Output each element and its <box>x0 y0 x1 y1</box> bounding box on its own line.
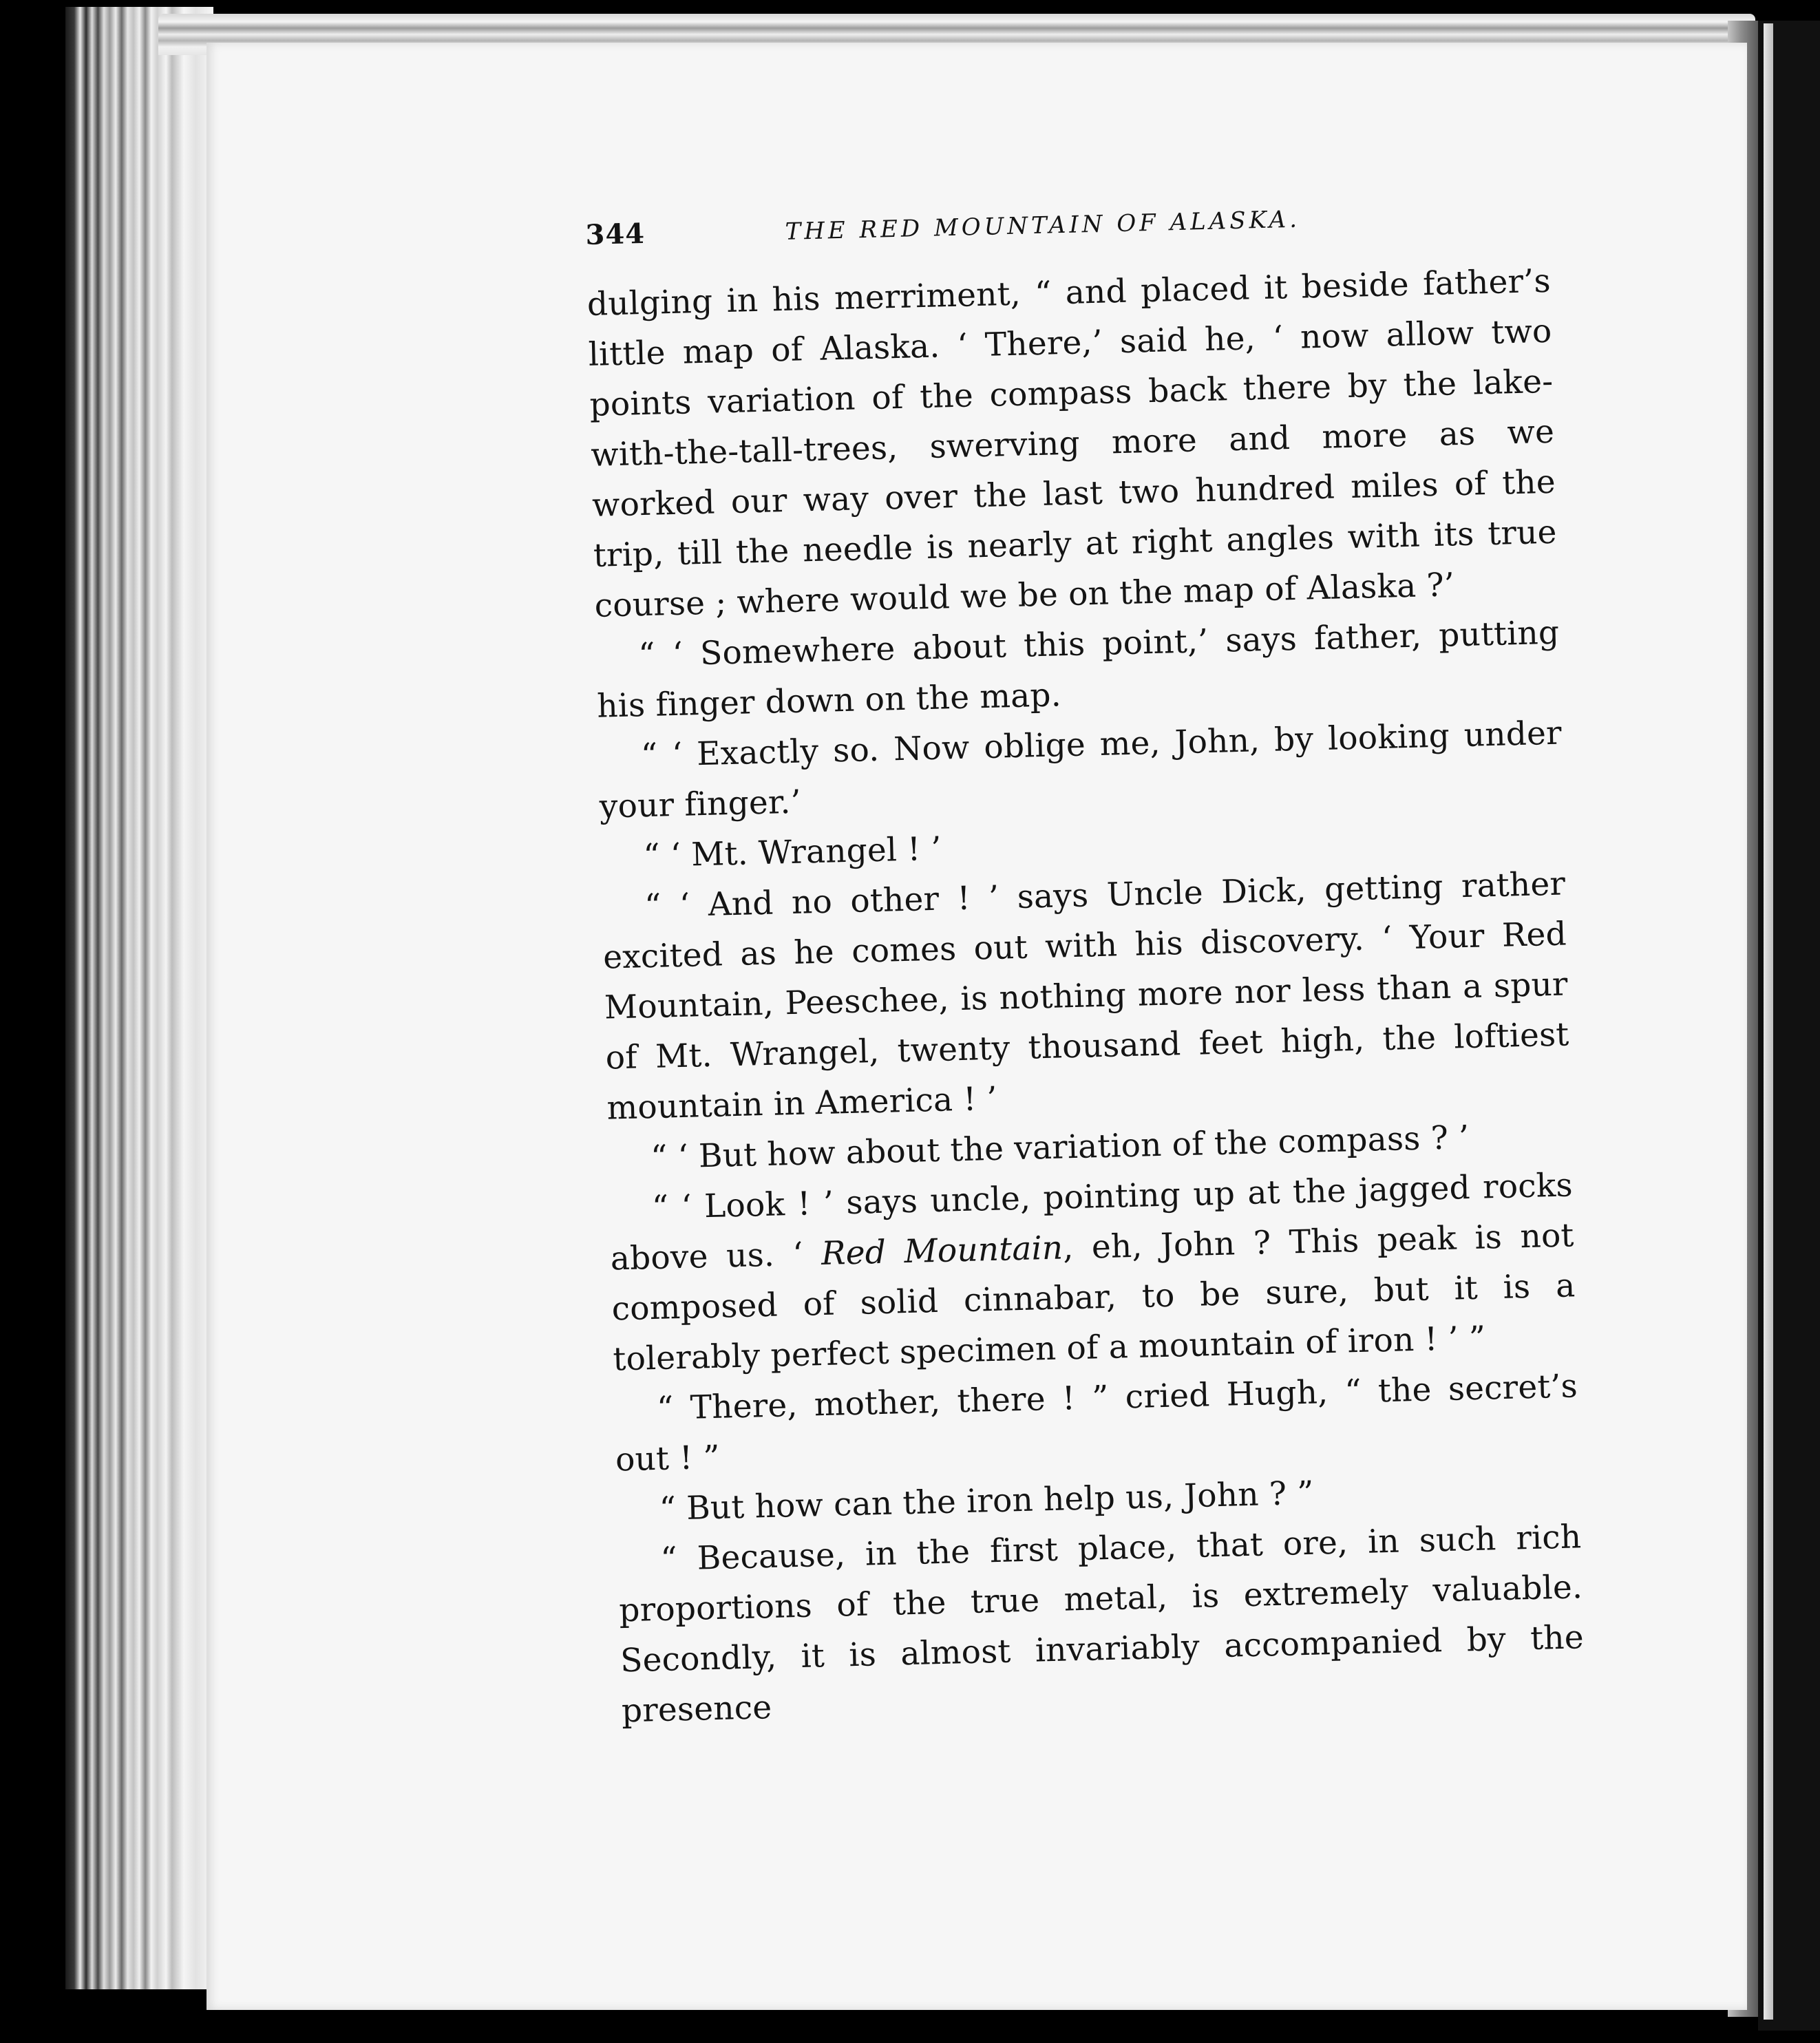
paragraph: “ But how can the iron help us, John ? ” <box>659 1474 1315 1528</box>
paragraph: “ ‘ Exactly so. Now oblige me, John, by looking under your finger.’ <box>599 714 1563 826</box>
facing-page-edge <box>1764 23 1773 2020</box>
paragraph: “ There, mother, there ! ” cried Hugh, “ the secret’s out ! ” <box>615 1367 1578 1479</box>
paragraph: dulging in his merriment, “ and placed it beside father’s little map of Alaska. ‘ There,’ said he, ‘ now allow two points variation of the compass back there by the lake-with-the-tall-trees, swerving more and more as we worked our way over the last two hundred miles of the trip, till the needle is nearly at right angles with its true course ; where would we be on the map of Alaska ?’ <box>586 262 1558 625</box>
page-text-block <box>585 195 1585 1737</box>
page-number: 344 <box>585 217 646 251</box>
paragraph-segment: , eh, John ? This peak is not composed of solid cinnabar, to be sure, but it is a tolerably perfect specimen of a mountain of iron ! ’ ” <box>611 1216 1576 1379</box>
running-title: THE RED MOUNTAIN OF ALASKA. <box>785 205 1301 246</box>
body-text <box>586 256 1585 1737</box>
paragraph: “ ‘ But how about the variation of the compass ? ’ <box>650 1119 1470 1177</box>
paragraph-segment: “ ‘ Look ! ’ says uncle, pointing up at the jagged rocks above us. ‘ <box>610 1166 1574 1278</box>
paragraph: “ ‘ And no other ! ’ says Uncle Dick, getting rather excited as he comes out with his discovery. ‘ Your Red Mountain, Peeschee, is nothing more nor less than a spur of Mt. Wrangel, twenty thousand feet high, the loftiest mountain in America ! ’ <box>602 865 1570 1128</box>
paragraph: “ ‘ Mt. Wrangel ! ’ <box>642 829 942 876</box>
paragraph: “ ‘ Somewhere about this point,’ says father, putting his finger down on the map. <box>596 613 1560 726</box>
italic-phrase: Red Mountain <box>821 1229 1064 1273</box>
book-page-edges <box>65 7 213 1989</box>
paragraph: “ Because, in the first place, that ore, in such rich proportions of the true metal, is extremely valuable. Secondly, it is almost invariably accompanied by the presence <box>618 1518 1585 1730</box>
paragraph <box>609 1160 1577 1384</box>
